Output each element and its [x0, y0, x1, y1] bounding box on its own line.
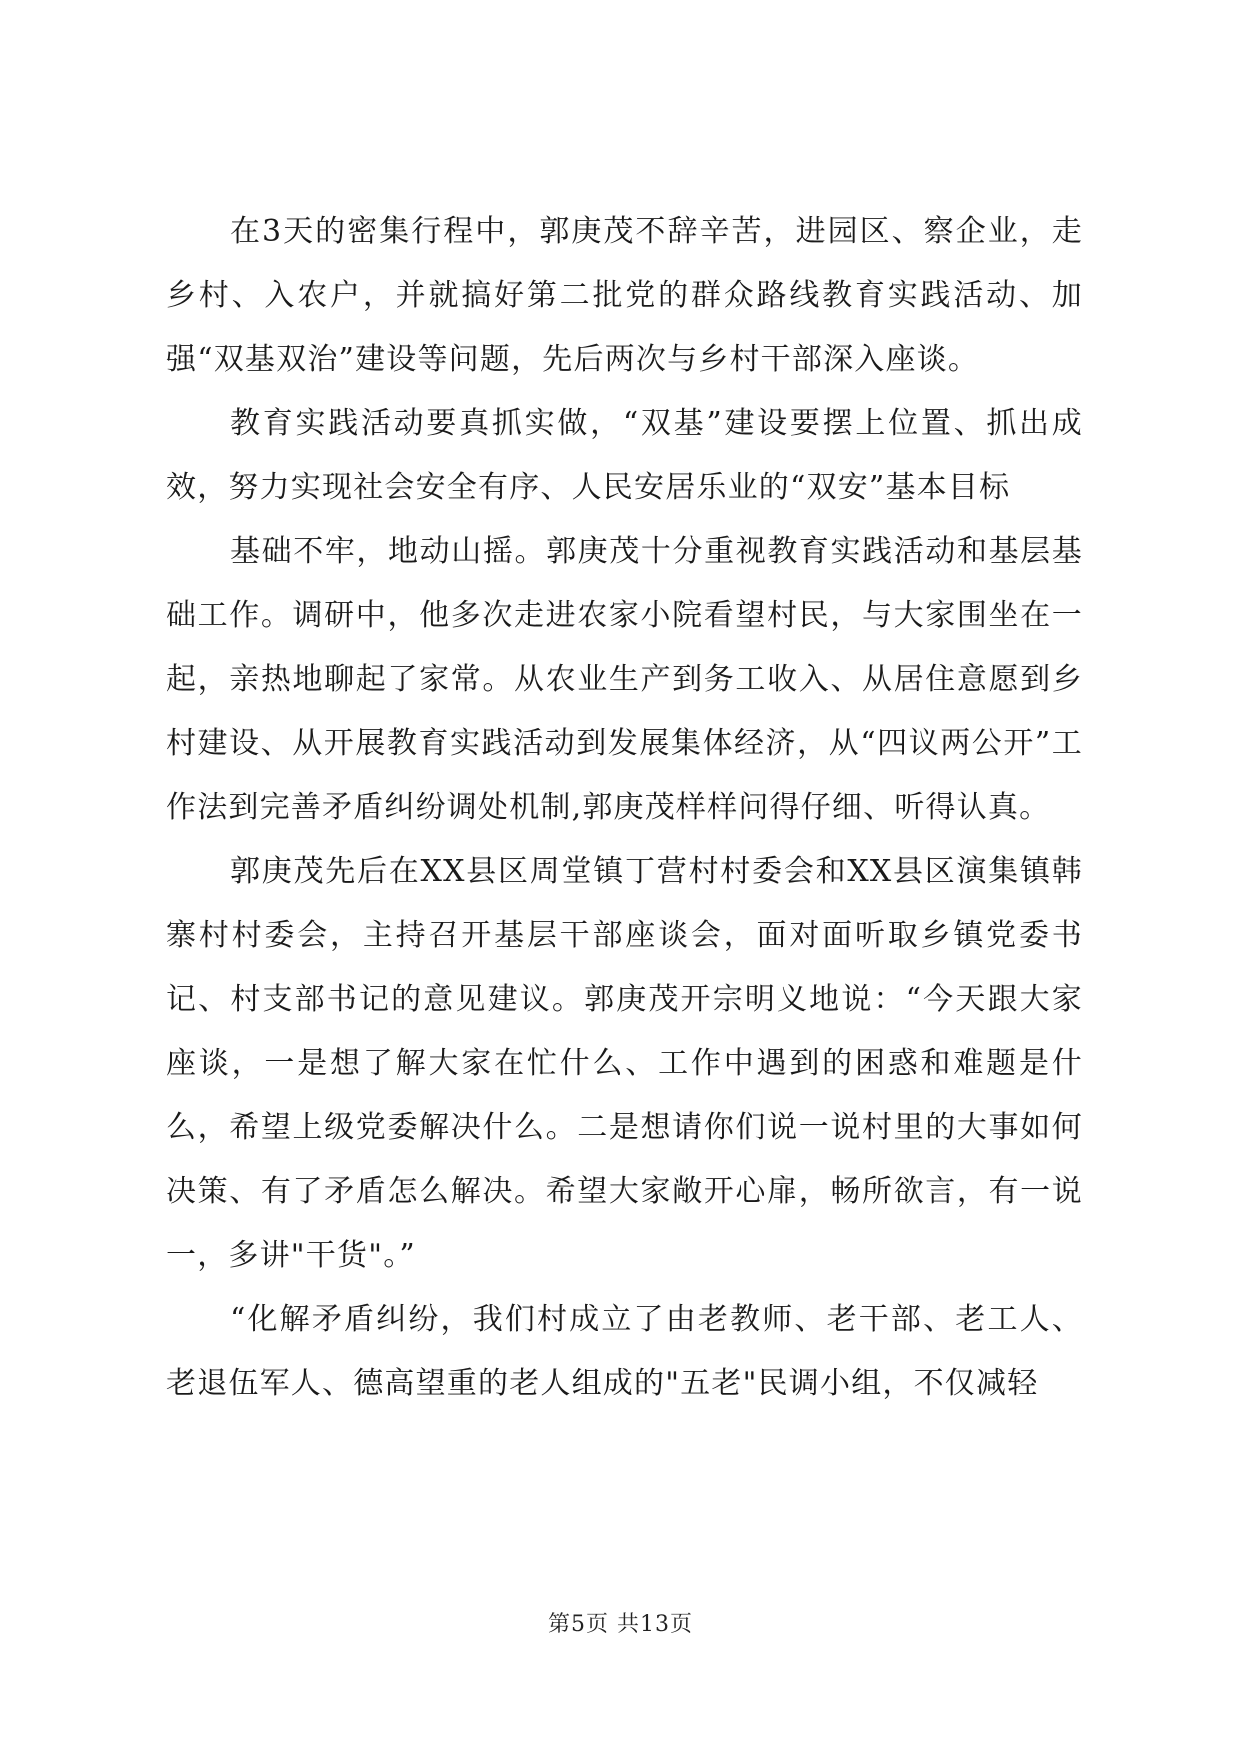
paragraph-3: 基础不牢，地动山摇。郭庚茂十分重视教育实践活动和基层基础工作。调研中，他多次走进农家小院看望村民，与大家围坐在一起，亲热地聊起了家常。从农业生产到务工收入、从居住意愿到乡村建设、从开展教育实践活动到发展集体经济，从“四议两公开”工作法到完善矛盾纠纷调处机制,郭庚茂样样问得仔细、听得认真。 [166, 534, 1083, 825]
body-text [166, 200, 1083, 1416]
paragraph-4: 郭庚茂先后在XX县区周堂镇丁营村村委会和XX县区演集镇韩寨村村委会，主持召开基层干部座谈会，面对面听取乡镇党委书记、村支部书记的意见建议。郭庚茂开宗明义地说：“今天跟大家座谈，一是想了解大家在忙什么、工作中遇到的困惑和难题是什么，希望上级党委解决什么。二是想请你们说一说村里的大事如何决策、有了矛盾怎么解决。希望大家敞开心扉，畅所欲言，有一说一，多讲"干货"。” [166, 854, 1083, 1273]
paragraph-5: “化解矛盾纠纷，我们村成立了由老教师、老干部、老工人、老退伍军人、德高望重的老人组成的"五老"民调小组，不仅减轻 [166, 1302, 1083, 1401]
page-footer [0, 1610, 1241, 1640]
paragraph-1: 在3天的密集行程中，郭庚茂不辞辛苦，进园区、察企业，走乡村、入农户，并就搞好第二批党的群众路线教育实践活动、加强“双基双治”建设等问题，先后两次与乡村干部深入座谈。 [166, 214, 1083, 377]
paragraph-2: 教育实践活动要真抓实做，“双基”建设要摆上位置、抓出成效，努力实现社会安全有序、人民安居乐业的“双安”基本目标 [166, 406, 1083, 505]
page-number-label: 第5页 共13页 [548, 1612, 693, 1637]
